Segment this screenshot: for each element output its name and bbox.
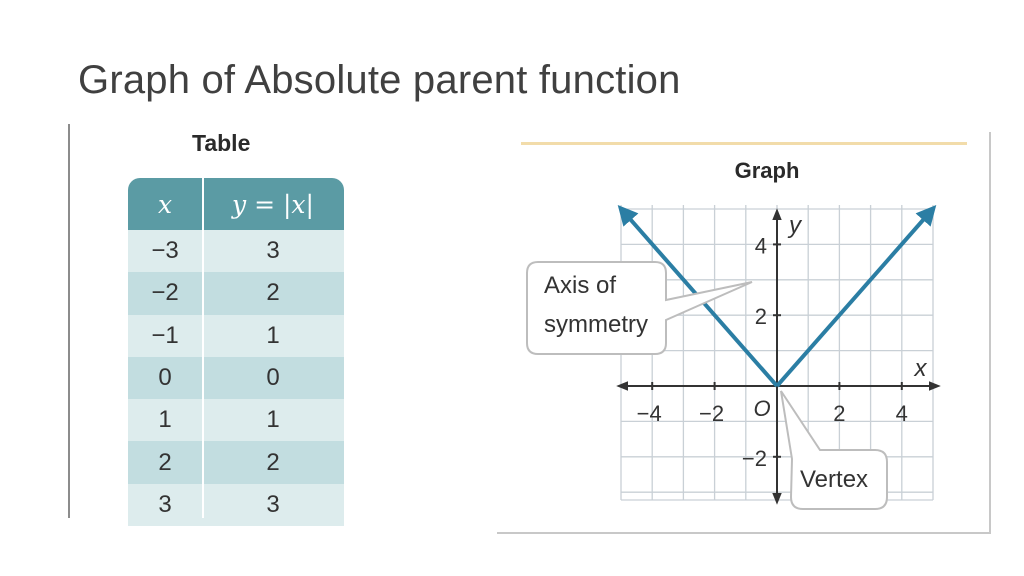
x-tick-label: −4 (636, 401, 662, 426)
table-cell-x: 2 (158, 448, 172, 476)
slide-title: Graph of Absolute parent function (78, 58, 681, 102)
callout-axis-line1: Axis of (544, 272, 617, 299)
table-cell-x: 0 (158, 364, 172, 392)
table-cell-y: 0 (266, 364, 280, 392)
origin-label: O (753, 396, 771, 421)
y-tick-label: −2 (741, 445, 767, 471)
y-tick-label: 4 (754, 233, 767, 259)
table-header-x: x (157, 189, 173, 219)
x-axis-label: x (914, 355, 927, 382)
table-heading: Table (192, 130, 251, 156)
table-cell-y: 2 (266, 279, 280, 307)
table-cell-y: 1 (266, 321, 280, 349)
x-tick-label: −2 (699, 401, 725, 426)
callout-vertex: Vertex (800, 466, 869, 493)
table-cell-y: 1 (266, 406, 280, 434)
table-cell-x: −3 (151, 237, 179, 265)
x-tick-label: 2 (833, 401, 846, 426)
x-tick-label: 4 (895, 401, 908, 426)
axis-of-symmetry-callout (527, 262, 752, 354)
table-cell-x: 1 (158, 406, 172, 434)
table-cell-y: 3 (266, 490, 280, 518)
graph-heading: Graph (734, 158, 800, 183)
table-cell-x: −2 (151, 279, 179, 307)
y-axis-label: y (789, 212, 801, 239)
table-cell-y: 3 (266, 237, 280, 265)
callout-axis-line2: symmetry (544, 311, 648, 338)
table-cell-y: 2 (266, 448, 280, 476)
table-header-y: y = |x| (232, 189, 314, 219)
table-cell-x: −1 (151, 321, 179, 349)
y-tick-label: 2 (754, 304, 767, 330)
table-cell-x: 3 (158, 490, 172, 518)
